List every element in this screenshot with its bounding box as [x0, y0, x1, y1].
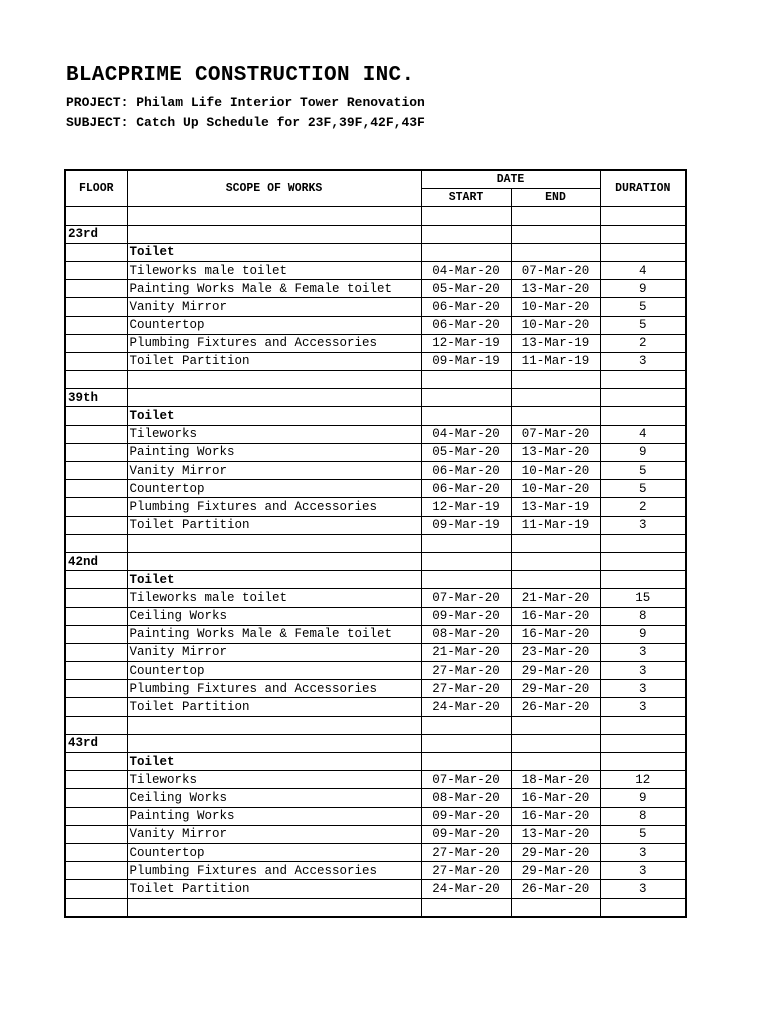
table-row — [65, 316, 686, 334]
duration-cell: 4 — [600, 261, 686, 279]
table-row — [65, 862, 686, 880]
header-end: END — [511, 189, 600, 207]
end-date-cell — [511, 571, 600, 589]
scope-cell: Toilet Partition — [127, 352, 421, 370]
duration-cell — [600, 552, 686, 570]
duration-cell: 9 — [600, 280, 686, 298]
scope-cell: Vanity Mirror — [127, 462, 421, 480]
floor-cell — [65, 280, 127, 298]
end-date-cell: 10-Mar-20 — [511, 480, 600, 498]
floor-cell — [65, 207, 127, 225]
end-date-cell — [511, 898, 600, 917]
table-row — [65, 243, 686, 261]
duration-cell — [600, 407, 686, 425]
floor-cell — [65, 862, 127, 880]
duration-cell — [600, 243, 686, 261]
table-row — [65, 352, 686, 370]
floor-cell — [65, 243, 127, 261]
scope-cell: Plumbing Fixtures and Accessories — [127, 862, 421, 880]
scope-cell: Vanity Mirror — [127, 825, 421, 843]
table-row — [65, 571, 686, 589]
table-row — [65, 698, 686, 716]
table-row — [65, 825, 686, 843]
start-date-cell: 06-Mar-20 — [421, 462, 511, 480]
scope-cell: Countertop — [127, 480, 421, 498]
end-date-cell: 07-Mar-20 — [511, 261, 600, 279]
start-date-cell — [421, 571, 511, 589]
duration-cell: 3 — [600, 880, 686, 898]
floor-cell — [65, 625, 127, 643]
end-date-cell: 16-Mar-20 — [511, 625, 600, 643]
floor-cell — [65, 462, 127, 480]
start-date-cell: 12-Mar-19 — [421, 498, 511, 516]
duration-cell — [600, 898, 686, 917]
scope-cell: Tileworks male toilet — [127, 589, 421, 607]
end-date-cell: 16-Mar-20 — [511, 607, 600, 625]
end-date-cell — [511, 734, 600, 752]
table-row — [65, 552, 686, 570]
table-row — [65, 225, 686, 243]
duration-cell — [600, 753, 686, 771]
floor-cell — [65, 516, 127, 534]
end-date-cell — [511, 534, 600, 552]
start-date-cell: 09-Mar-19 — [421, 352, 511, 370]
floor-cell — [65, 607, 127, 625]
end-date-cell: 11-Mar-19 — [511, 352, 600, 370]
end-date-cell: 13-Mar-20 — [511, 443, 600, 461]
table-row — [65, 280, 686, 298]
table-row — [65, 589, 686, 607]
table-row — [65, 207, 686, 225]
floor-cell — [65, 498, 127, 516]
floor-cell — [65, 698, 127, 716]
end-date-cell — [511, 552, 600, 570]
company-name: BLACPRIME CONSTRUCTION INC. — [66, 64, 415, 87]
start-date-cell — [421, 371, 511, 389]
floor-cell — [65, 680, 127, 698]
floor-cell — [65, 716, 127, 734]
floor-cell — [65, 843, 127, 861]
table-row — [65, 462, 686, 480]
duration-cell: 5 — [600, 462, 686, 480]
scope-cell — [127, 734, 421, 752]
start-date-cell: 05-Mar-20 — [421, 443, 511, 461]
header-duration: DURATION — [600, 170, 686, 207]
table-row — [65, 334, 686, 352]
table-row — [65, 625, 686, 643]
duration-cell — [600, 371, 686, 389]
end-date-cell: 13-Mar-19 — [511, 334, 600, 352]
duration-cell: 4 — [600, 425, 686, 443]
duration-cell: 12 — [600, 771, 686, 789]
scope-cell — [127, 371, 421, 389]
table-row — [65, 880, 686, 898]
floor-cell — [65, 443, 127, 461]
table-row — [65, 480, 686, 498]
scope-cell — [127, 898, 421, 917]
header-scope-of-works: SCOPE OF WORKS — [127, 170, 421, 207]
floor-cell: 42nd — [65, 552, 127, 570]
floor-cell — [65, 753, 127, 771]
scope-cell: Painting Works — [127, 443, 421, 461]
table-row — [65, 607, 686, 625]
floor-cell — [65, 789, 127, 807]
floor-cell — [65, 261, 127, 279]
scope-cell: Plumbing Fixtures and Accessories — [127, 680, 421, 698]
end-date-cell: 18-Mar-20 — [511, 771, 600, 789]
scope-cell: Painting Works — [127, 807, 421, 825]
duration-cell: 5 — [600, 480, 686, 498]
scope-cell: Toilet Partition — [127, 880, 421, 898]
floor-cell — [65, 589, 127, 607]
table-row — [65, 807, 686, 825]
start-date-cell: 07-Mar-20 — [421, 771, 511, 789]
start-date-cell — [421, 225, 511, 243]
duration-cell: 5 — [600, 298, 686, 316]
floor-cell — [65, 371, 127, 389]
start-date-cell: 06-Mar-20 — [421, 316, 511, 334]
duration-cell: 9 — [600, 443, 686, 461]
scope-cell — [127, 534, 421, 552]
scope-cell: Tileworks — [127, 425, 421, 443]
duration-cell — [600, 225, 686, 243]
end-date-cell: 16-Mar-20 — [511, 807, 600, 825]
table-row — [65, 534, 686, 552]
duration-cell: 3 — [600, 862, 686, 880]
floor-cell — [65, 352, 127, 370]
duration-cell: 3 — [600, 843, 686, 861]
start-date-cell: 07-Mar-20 — [421, 589, 511, 607]
end-date-cell: 23-Mar-20 — [511, 643, 600, 661]
end-date-cell: 10-Mar-20 — [511, 462, 600, 480]
start-date-cell — [421, 389, 511, 407]
end-date-cell: 16-Mar-20 — [511, 789, 600, 807]
start-date-cell — [421, 716, 511, 734]
table-row — [65, 516, 686, 534]
end-date-cell — [511, 243, 600, 261]
scope-cell: Countertop — [127, 662, 421, 680]
table-row — [65, 298, 686, 316]
table-row — [65, 407, 686, 425]
scope-cell: Toilet Partition — [127, 516, 421, 534]
scope-cell: Painting Works Male & Female toilet — [127, 625, 421, 643]
table-row — [65, 898, 686, 917]
start-date-cell: 24-Mar-20 — [421, 880, 511, 898]
duration-cell — [600, 716, 686, 734]
scope-cell — [127, 389, 421, 407]
table-row — [65, 734, 686, 752]
scope-cell: Vanity Mirror — [127, 298, 421, 316]
start-date-cell: 27-Mar-20 — [421, 662, 511, 680]
scope-cell — [127, 552, 421, 570]
start-date-cell: 09-Mar-19 — [421, 516, 511, 534]
end-date-cell: 13-Mar-20 — [511, 825, 600, 843]
start-date-cell: 24-Mar-20 — [421, 698, 511, 716]
end-date-cell — [511, 225, 600, 243]
project-line: PROJECT: Philam Life Interior Tower Renovation — [66, 95, 425, 110]
floor-cell — [65, 643, 127, 661]
table-body — [65, 207, 686, 917]
duration-cell: 15 — [600, 589, 686, 607]
floor-cell — [65, 771, 127, 789]
floor-cell — [65, 534, 127, 552]
duration-cell: 8 — [600, 607, 686, 625]
start-date-cell — [421, 534, 511, 552]
duration-cell — [600, 734, 686, 752]
scope-cell: Vanity Mirror — [127, 643, 421, 661]
start-date-cell: 27-Mar-20 — [421, 862, 511, 880]
start-date-cell: 09-Mar-20 — [421, 607, 511, 625]
duration-cell: 5 — [600, 825, 686, 843]
table-row — [65, 443, 686, 461]
table-row — [65, 771, 686, 789]
end-date-cell: 10-Mar-20 — [511, 298, 600, 316]
start-date-cell: 04-Mar-20 — [421, 261, 511, 279]
duration-cell: 2 — [600, 498, 686, 516]
duration-cell: 3 — [600, 516, 686, 534]
scope-cell: Toilet — [127, 243, 421, 261]
start-date-cell: 12-Mar-19 — [421, 334, 511, 352]
table-row — [65, 680, 686, 698]
duration-cell: 5 — [600, 316, 686, 334]
floor-cell — [65, 298, 127, 316]
end-date-cell: 07-Mar-20 — [511, 425, 600, 443]
duration-cell: 3 — [600, 352, 686, 370]
end-date-cell: 13-Mar-19 — [511, 498, 600, 516]
scope-cell: Ceiling Works — [127, 607, 421, 625]
start-date-cell — [421, 407, 511, 425]
table-row — [65, 371, 686, 389]
end-date-cell: 29-Mar-20 — [511, 843, 600, 861]
end-date-cell: 11-Mar-19 — [511, 516, 600, 534]
scope-cell: Tileworks — [127, 771, 421, 789]
duration-cell: 2 — [600, 334, 686, 352]
duration-cell: 9 — [600, 625, 686, 643]
floor-cell — [65, 316, 127, 334]
start-date-cell: 09-Mar-20 — [421, 807, 511, 825]
table-row — [65, 261, 686, 279]
scope-cell: Toilet — [127, 571, 421, 589]
table-header — [65, 170, 686, 207]
scope-cell: Toilet — [127, 407, 421, 425]
start-date-cell — [421, 552, 511, 570]
duration-cell: 3 — [600, 680, 686, 698]
scope-cell: Toilet — [127, 753, 421, 771]
table-row — [65, 498, 686, 516]
end-date-cell: 13-Mar-20 — [511, 280, 600, 298]
start-date-cell: 06-Mar-20 — [421, 480, 511, 498]
start-date-cell — [421, 207, 511, 225]
header-date: DATE — [421, 170, 600, 189]
duration-cell: 3 — [600, 662, 686, 680]
floor-cell — [65, 807, 127, 825]
start-date-cell: 09-Mar-20 — [421, 825, 511, 843]
table-row — [65, 843, 686, 861]
start-date-cell: 06-Mar-20 — [421, 298, 511, 316]
end-date-cell — [511, 389, 600, 407]
duration-cell — [600, 571, 686, 589]
end-date-cell — [511, 407, 600, 425]
scope-cell: Ceiling Works — [127, 789, 421, 807]
header-start: START — [421, 189, 511, 207]
floor-cell — [65, 334, 127, 352]
scope-cell: Countertop — [127, 316, 421, 334]
duration-cell — [600, 534, 686, 552]
start-date-cell: 08-Mar-20 — [421, 625, 511, 643]
end-date-cell: 21-Mar-20 — [511, 589, 600, 607]
duration-cell — [600, 207, 686, 225]
end-date-cell — [511, 753, 600, 771]
start-date-cell: 04-Mar-20 — [421, 425, 511, 443]
scope-cell: Toilet Partition — [127, 698, 421, 716]
start-date-cell — [421, 243, 511, 261]
floor-cell — [65, 825, 127, 843]
scope-cell: Plumbing Fixtures and Accessories — [127, 498, 421, 516]
start-date-cell: 27-Mar-20 — [421, 843, 511, 861]
start-date-cell: 27-Mar-20 — [421, 680, 511, 698]
floor-cell: 39th — [65, 389, 127, 407]
scope-cell — [127, 207, 421, 225]
floor-cell — [65, 662, 127, 680]
duration-cell: 3 — [600, 698, 686, 716]
floor-cell — [65, 425, 127, 443]
end-date-cell — [511, 371, 600, 389]
table-row — [65, 425, 686, 443]
start-date-cell: 05-Mar-20 — [421, 280, 511, 298]
end-date-cell: 29-Mar-20 — [511, 662, 600, 680]
scope-cell — [127, 225, 421, 243]
schedule-table — [64, 169, 687, 918]
start-date-cell: 21-Mar-20 — [421, 643, 511, 661]
floor-cell — [65, 898, 127, 917]
table-row — [65, 753, 686, 771]
floor-cell — [65, 880, 127, 898]
floor-cell: 43rd — [65, 734, 127, 752]
duration-cell: 8 — [600, 807, 686, 825]
table-row — [65, 662, 686, 680]
scope-cell: Tileworks male toilet — [127, 261, 421, 279]
start-date-cell: 08-Mar-20 — [421, 789, 511, 807]
subject-line: SUBJECT: Catch Up Schedule for 23F,39F,42F,43F — [66, 115, 425, 130]
end-date-cell: 26-Mar-20 — [511, 880, 600, 898]
table-row — [65, 789, 686, 807]
start-date-cell — [421, 753, 511, 771]
end-date-cell: 10-Mar-20 — [511, 316, 600, 334]
duration-cell: 9 — [600, 789, 686, 807]
start-date-cell — [421, 898, 511, 917]
floor-cell — [65, 407, 127, 425]
floor-cell — [65, 480, 127, 498]
scope-cell: Countertop — [127, 843, 421, 861]
end-date-cell: 29-Mar-20 — [511, 680, 600, 698]
scope-cell: Plumbing Fixtures and Accessories — [127, 334, 421, 352]
floor-cell — [65, 571, 127, 589]
table-row — [65, 716, 686, 734]
end-date-cell: 29-Mar-20 — [511, 862, 600, 880]
end-date-cell — [511, 716, 600, 734]
scope-cell: Painting Works Male & Female toilet — [127, 280, 421, 298]
floor-cell: 23rd — [65, 225, 127, 243]
header-floor: FLOOR — [65, 170, 127, 207]
end-date-cell: 26-Mar-20 — [511, 698, 600, 716]
table-row — [65, 643, 686, 661]
duration-cell — [600, 389, 686, 407]
table-row — [65, 389, 686, 407]
scope-cell — [127, 716, 421, 734]
start-date-cell — [421, 734, 511, 752]
duration-cell: 3 — [600, 643, 686, 661]
end-date-cell — [511, 207, 600, 225]
